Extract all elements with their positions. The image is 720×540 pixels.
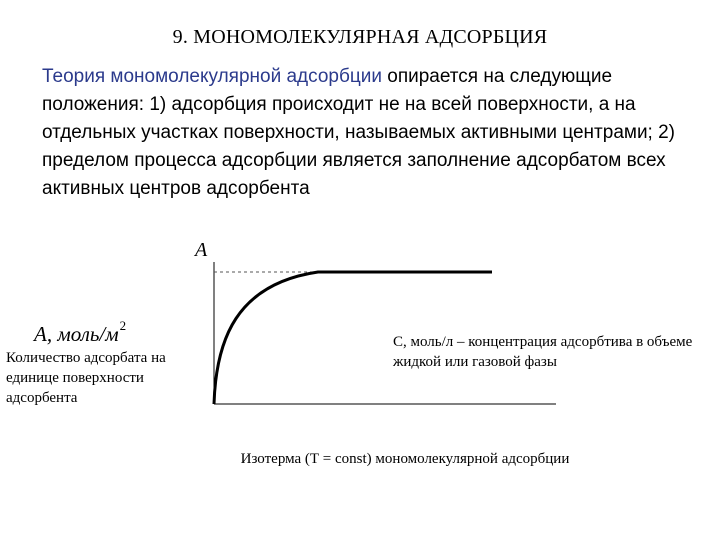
body-accent-text: Теория мономолекулярной адсорбции <box>42 66 382 87</box>
body-rest-text: опирается на следующие положения: 1) адсорбция происходит не на всей поверхности, а на отдельных участках поверхности, называемых активными центрами; 2) пределом процесса адсорбции является заполнение адсорбатом всех активных центров адсорбента <box>42 66 676 199</box>
y-units-label <box>34 318 126 347</box>
y-units-text: А, моль/м <box>34 322 119 346</box>
y-description: Количество адсорбата на единице поверхности адсорбента <box>6 350 166 406</box>
x-description: С, моль/л – концентрация адсорбтива в объеме жидкой или газовой фазы <box>393 334 693 370</box>
slide-title: 9. МОНОМОЛЕКУЛЯРНАЯ АДСОРБЦИЯ <box>172 26 548 48</box>
y-units-superscript: 2 <box>119 318 127 333</box>
y-axis-label: А <box>195 239 208 261</box>
graph-caption: Изотерма (Т = const) мономолекулярной адсорбции <box>240 451 570 467</box>
